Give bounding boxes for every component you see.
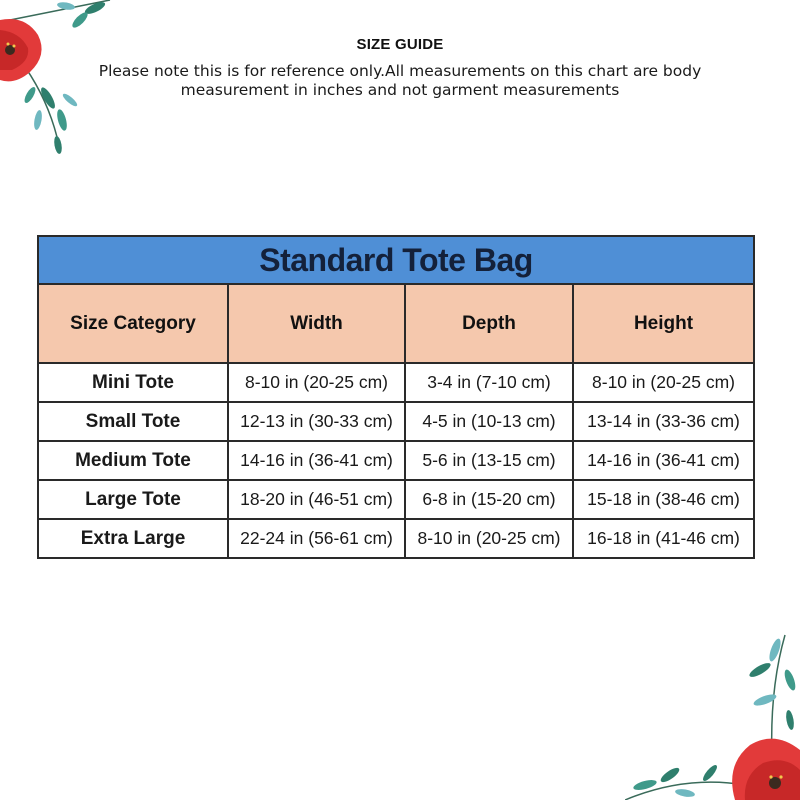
height-cell: 8-10 in (20-25 cm) — [573, 363, 754, 402]
column-header-size-category: Size Category — [38, 284, 228, 363]
table-row — [38, 363, 754, 402]
row-label: Medium Tote — [38, 441, 228, 480]
depth-cell: 6-8 in (15-20 cm) — [405, 480, 573, 519]
width-cell: 22-24 in (56-61 cm) — [228, 519, 405, 558]
row-label: Extra Large — [38, 519, 228, 558]
width-cell: 8-10 in (20-25 cm) — [228, 363, 405, 402]
depth-cell: 5-6 in (13-15 cm) — [405, 441, 573, 480]
table-row — [38, 480, 754, 519]
table-row — [38, 519, 754, 558]
depth-cell: 4-5 in (10-13 cm) — [405, 402, 573, 441]
table-row — [38, 441, 754, 480]
row-label: Mini Tote — [38, 363, 228, 402]
size-guide-title: SIZE GUIDE — [356, 36, 444, 53]
width-cell: 18-20 in (46-51 cm) — [228, 480, 405, 519]
table-header-row — [38, 284, 754, 363]
size-table-container — [37, 235, 753, 559]
depth-cell: 3-4 in (7-10 cm) — [405, 363, 573, 402]
column-header-width: Width — [228, 284, 405, 363]
height-cell: 14-16 in (36-41 cm) — [573, 441, 754, 480]
row-label: Small Tote — [38, 402, 228, 441]
table-row — [38, 402, 754, 441]
column-header-depth: Depth — [405, 284, 573, 363]
table-caption: Standard Tote Bag — [38, 236, 754, 284]
height-cell: 13-14 in (33-36 cm) — [573, 402, 754, 441]
width-cell: 14-16 in (36-41 cm) — [228, 441, 405, 480]
size-table — [37, 235, 755, 559]
depth-cell: 8-10 in (20-25 cm) — [405, 519, 573, 558]
width-cell: 12-13 in (30-33 cm) — [228, 402, 405, 441]
height-cell: 15-18 in (38-46 cm) — [573, 480, 754, 519]
floral-corner-bottom-right — [625, 625, 800, 800]
column-header-height: Height — [573, 284, 754, 363]
row-label: Large Tote — [38, 480, 228, 519]
size-guide-note: Please note this is for reference only.All measurements on this chart are body measurement in inches and not garment measurements — [98, 62, 702, 99]
height-cell: 16-18 in (41-46 cm) — [573, 519, 754, 558]
